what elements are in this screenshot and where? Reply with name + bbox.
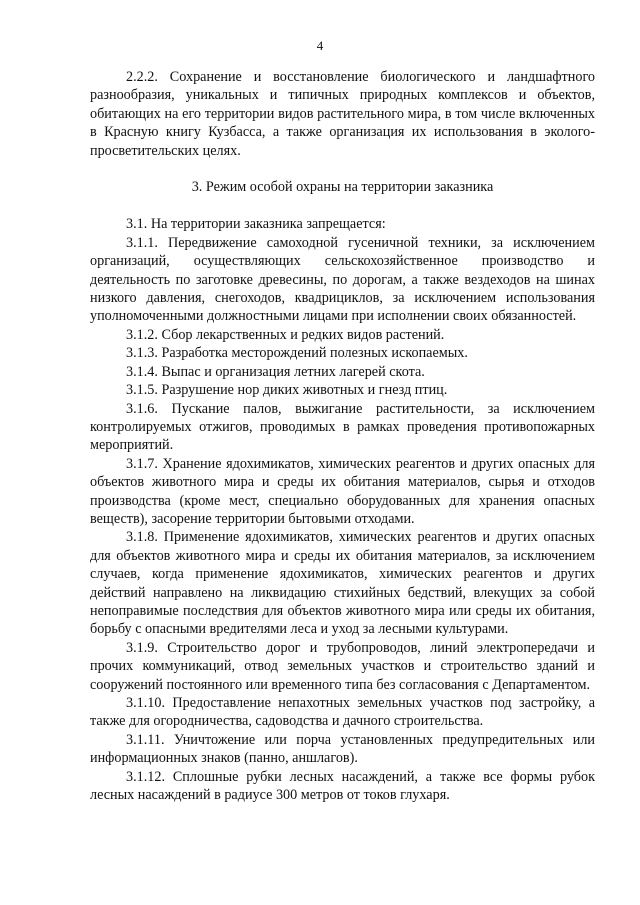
- clause-paragraph: 3.1.12. Сплошные рубки лесных насаждений, а также все формы рубок лесных насаждений в радиусе 300 метров от токов глухаря.: [90, 768, 595, 804]
- clause-paragraph: 3.1. На территории заказника запрещается:: [126, 216, 386, 233]
- clause-paragraph: 3.1.9. Строительство дорог и трубопроводов, линий электропередачи и прочих коммуникаций, отвод земельных участков и строительство зданий и сооружений постоянного или временного типа без согласования с Департаментом.: [90, 639, 595, 693]
- clauses-list: [90, 215, 595, 804]
- section-title: 3. Режим особой охраны на территории заказника: [191, 179, 494, 196]
- clause-paragraph: 3.1.11. Уничтожение или порча установленных предупредительных или информационных знаков (панно, аншлагов).: [90, 731, 595, 767]
- clause-paragraph: 3.1.1. Передвижение самоходной гусеничной техники, за исключением организаций, осуществляющих сельскохозяйственное производство и деятельность по заготовке древесины, по дорогам, а также вездеходов на шинах низкого давления, снегоходов, квадрициклов, за исключением использования уполномоченными должностными лицами при исполнении своих обязанностей.: [90, 234, 595, 325]
- clause-paragraph: 3.1.8. Применение ядохимикатов, химических реагентов и других опасных для объектов животного мира и среды их обитания материалов, за исключением случаев, когда применение ядохимикатов, химических реагентов и других действий направлено на ликвидацию стихийных бедствий, влекущих за собой непоправимые последствия для объектов животного мира или среды их обитания, борьбу с опасными вредителями леса и уход за лесными культурами.: [90, 529, 595, 638]
- clause-paragraph: 3.1.10. Предоставление непахотных земельных участков под застройку, а также для огородничества, садоводства и дачного строительства.: [90, 695, 595, 730]
- clause-paragraph: 3.1.3. Разработка месторождений полезных ископаемых.: [126, 345, 468, 362]
- clause-paragraph: 3.1.7. Хранение ядохимикатов, химических реагентов и других опасных для объектов животного мира и среды их обитания материалов, сырья и отходов производства (кроме мест, специально оборудованных для хранения опасных веществ), засорение территории бытовыми отходами.: [90, 455, 595, 527]
- clause-paragraph: 3.1.6. Пускание палов, выжигание растительности, за исключением контролируемых отжигов, проводимых в рамках проведения противопожарных мероприятий.: [90, 400, 595, 454]
- intro-paragraph: 2.2.2. Сохранение и восстановление биологического и ландшафтного разнообразия, уникальных и типичных природных комплексов и объектов, обитающих на его территории видов растительного мира, в том числе включенных в Красную книгу Кузбасса, а также организация их использования в эколого-просветительских целях.: [90, 69, 595, 159]
- clause-paragraph: 3.1.4. Выпас и организация летних лагерей скота.: [126, 363, 425, 380]
- clause-paragraph: 3.1.5. Разрушение нор диких животных и гнезд птиц.: [126, 382, 448, 399]
- document-body: [90, 68, 595, 804]
- page-number: 4: [316, 38, 324, 53]
- clause-paragraph: 3.1.2. Сбор лекарственных и редких видов растений.: [126, 326, 445, 343]
